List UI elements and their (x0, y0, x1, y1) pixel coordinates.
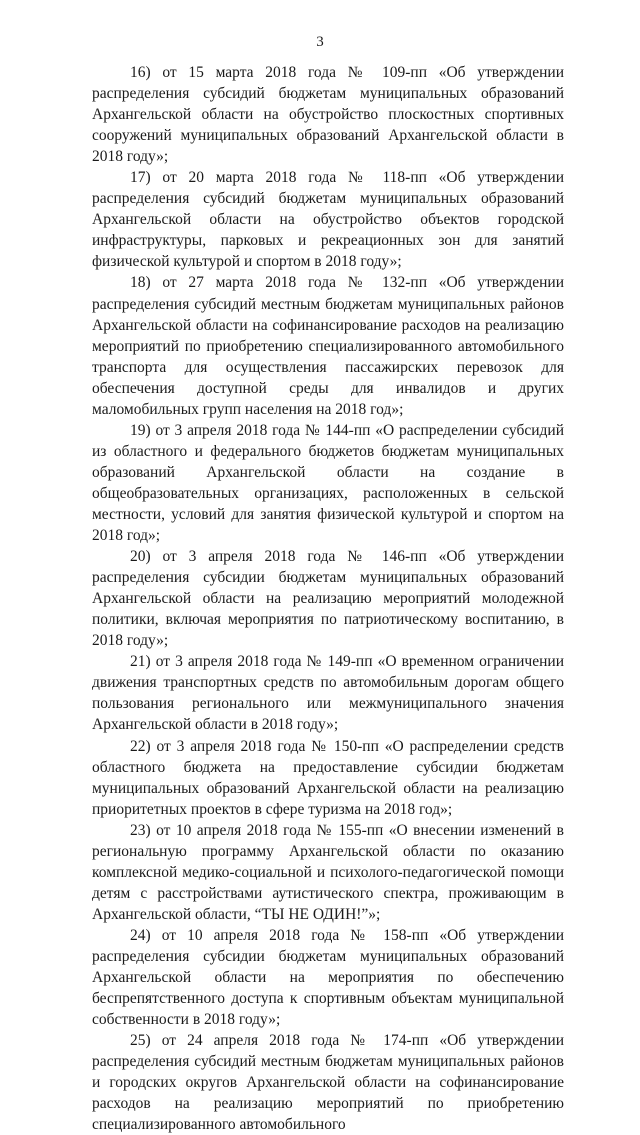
list-item-24: 24) от 10 апреля 2018 года № 158-пп «Об утверждении распределения субсидии бюджетам муниципальных образований Архангельской области на мероприятия по обеспечению беспрепятственного доступа к спортивным объектам муниципальной собственности в 2018 году»; (92, 926, 564, 1029)
list-item-20: 20) от 3 апреля 2018 года № 146-пп «Об утверждении распределения субсидии бюджетам муниципальных образований Архангельской области на реализацию мероприятий молодежной политики, включая мероприятия по патриотическому воспитанию, в 2018 году»; (92, 548, 564, 650)
list-item-22: 22) от 3 апреля 2018 года № 150-пп «О распределении средств областного бюджета на предоставление субсидии бюджетам муниципальных образований Архангельской области на реализацию приоритетных проектов в сфере туризма на 2018 год»; (92, 737, 564, 818)
list-item-16: 16) от 15 марта 2018 года № 109-пп «Об утверждении распределения субсидий бюджетам муниципальных образований Архангельской области на обустройство плоскостных спортивных сооружений муниципальных образований Архангельской области в 2018 году»; (92, 64, 564, 166)
list-item-18: 18) от 27 марта 2018 года № 132-пп «Об утверждении распределения субсидий местным бюджетам муниципальных районов Архангельской области на софинансирование расходов на реализацию мероприятий по приобретению специализированного автомобильного транспорта для осуществления пассажирских перевозок для обеспечения доступной среды для инвалидов и других маломобильных групп населения на 2018 год»; (92, 274, 564, 418)
list-item-21: 21) от 3 апреля 2018 года № 149-пп «О временном ограничении движения транспортных средств по автомобильным дорогам общего пользования регионального или межмуниципального значения Архангельской области в 2018 году»; (92, 653, 564, 734)
document-body (92, 62, 564, 1135)
page-number: 3 (316, 34, 324, 50)
list-item-25: 25) от 24 апреля 2018 года № 174-пп «Об утверждении распределения субсидий местным бюджетам муниципальных районов и городских округов Архангельской области на софинансирование расходов на реализацию мероприятий по приобретению специализированного автомобильного (92, 1032, 564, 1134)
list-item-19: 19) от 3 апреля 2018 года № 144-пп «О распределении субсидий из областного и федерального бюджетов бюджетам муниципальных образований Архангельской области на создание в общеобразовательных организациях, расположенных в сельской местности, условий для занятия физической культурой и спортом на 2018 год»; (92, 421, 564, 545)
list-item-17: 17) от 20 марта 2018 года № 118-пп «Об утверждении распределения субсидий бюджетам муниципальных образований Архангельской области на обустройство объектов городской инфраструктуры, парковых и рекреационных зон для занятий физической культурой и спортом в 2018 году»; (92, 169, 564, 271)
list-item-23: 23) от 10 апреля 2018 года № 155-пп «О внесении изменений в региональную программу Архангельской области по оказанию комплексной медико-социальной и психолого-педагогической помощи детям с расстройствами аутистического спектра, проживающим в Архангельской области, “ТЫ НЕ ОДИН!”»; (92, 821, 564, 923)
